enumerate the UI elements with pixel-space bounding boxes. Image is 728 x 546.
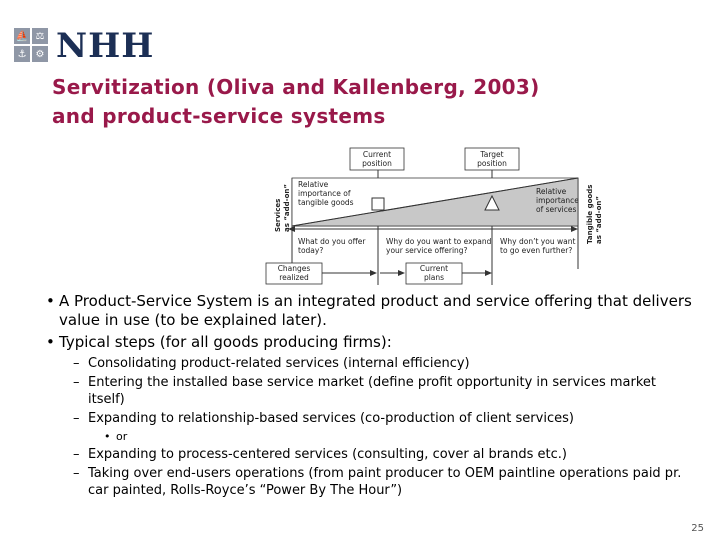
sub-bullet-marker: – xyxy=(73,411,80,426)
right-axis-label-2: as “add-on” xyxy=(595,196,603,244)
goods-label-2: importance of xyxy=(298,189,351,198)
current-plans-label-2: plans xyxy=(423,273,445,282)
current-plans-label-1: Current xyxy=(419,264,449,273)
sub-bullet-marker: – xyxy=(73,447,80,462)
goods-label-3: tangible goods xyxy=(298,198,354,207)
bullet-marker: • xyxy=(46,333,55,351)
current-position-marker xyxy=(372,198,384,210)
page-title xyxy=(52,73,540,131)
changes-arrow-head xyxy=(370,270,377,276)
question-further-1: Why don’t you want xyxy=(500,237,576,246)
goods-label-1: Relative xyxy=(298,180,329,189)
question-expand-1: Why do you want to expand xyxy=(386,237,492,246)
target-position-label-2: position xyxy=(477,159,507,168)
axis-arrow-right xyxy=(571,226,578,232)
question-offer-today-2: today? xyxy=(298,246,324,255)
question-expand-2: your service offering? xyxy=(386,246,468,255)
current-position-label-2: position xyxy=(362,159,392,168)
sub-bullet-item: – Expanding to process-centered services (consulting, cover al brands etc.) xyxy=(73,447,567,462)
servitization-diagram xyxy=(262,146,606,285)
title-line-1: Servitization (Oliva and Kallenberg, 2003) xyxy=(52,75,540,99)
question-offer-today-1: What do you offer xyxy=(298,237,366,246)
logo-text: NHH xyxy=(56,26,155,66)
bullet-item: • A Product-Service System is an integrated product and service offering that delivers value in use (to be explained later). xyxy=(46,292,692,329)
sub-bullet-item: – Consolidating product-related services (internal efficiency) xyxy=(73,356,470,371)
left-axis-label-1: Services xyxy=(274,198,282,232)
plans-arrow-head xyxy=(398,270,405,276)
sub-bullet-marker: – xyxy=(73,466,80,481)
sub-bullet-item: – Taking over end-users operations (from paint producer to OEM paintline operations paid pr. car painted, Rolls-Royce’s “Power By The Hour”) xyxy=(73,466,682,498)
ship-icon: ⛵ xyxy=(14,28,30,44)
right-axis-label-1: Tangible goods xyxy=(586,184,594,244)
anchor-icon: ⚓ xyxy=(14,46,30,62)
bullet-marker: • xyxy=(46,292,55,310)
sub-bullet-marker: – xyxy=(73,356,80,371)
question-further-2: to go even further? xyxy=(500,246,573,255)
changes-realized-label-1: Changes xyxy=(277,264,311,273)
services-label-1: Relative xyxy=(536,187,567,196)
sub-sub-bullet-marker: • xyxy=(104,430,111,443)
sub-sub-bullet-item: • or xyxy=(104,430,128,443)
nhh-logo xyxy=(14,28,154,64)
title-line-2: and product-service systems xyxy=(52,104,386,128)
bullet-list xyxy=(46,292,696,501)
services-label-2: importance xyxy=(536,196,579,205)
target-position-label-1: Target xyxy=(480,150,504,159)
page-number: 25 xyxy=(691,523,704,534)
plans-to-target-arrow-head xyxy=(485,270,492,276)
services-label-3: of services xyxy=(536,205,577,214)
sub-bullet-item: – Entering the installed base service market (define profit opportunity in services market itself) xyxy=(73,375,656,407)
left-axis-label-2: as “add-on” xyxy=(283,184,291,232)
bullet-item: • Typical steps (for all goods producing firms): xyxy=(46,333,392,351)
sub-bullet-item: – Expanding to relationship-based services (co-production of client services) xyxy=(73,411,574,426)
sub-bullet-marker: – xyxy=(73,375,80,390)
changes-realized-label-2: realized xyxy=(279,273,309,282)
logo-emblem xyxy=(14,28,48,62)
scales-icon: ⚖ xyxy=(32,28,48,44)
gear-icon: ⚙ xyxy=(32,46,48,62)
current-position-label-1: Current xyxy=(362,150,392,159)
